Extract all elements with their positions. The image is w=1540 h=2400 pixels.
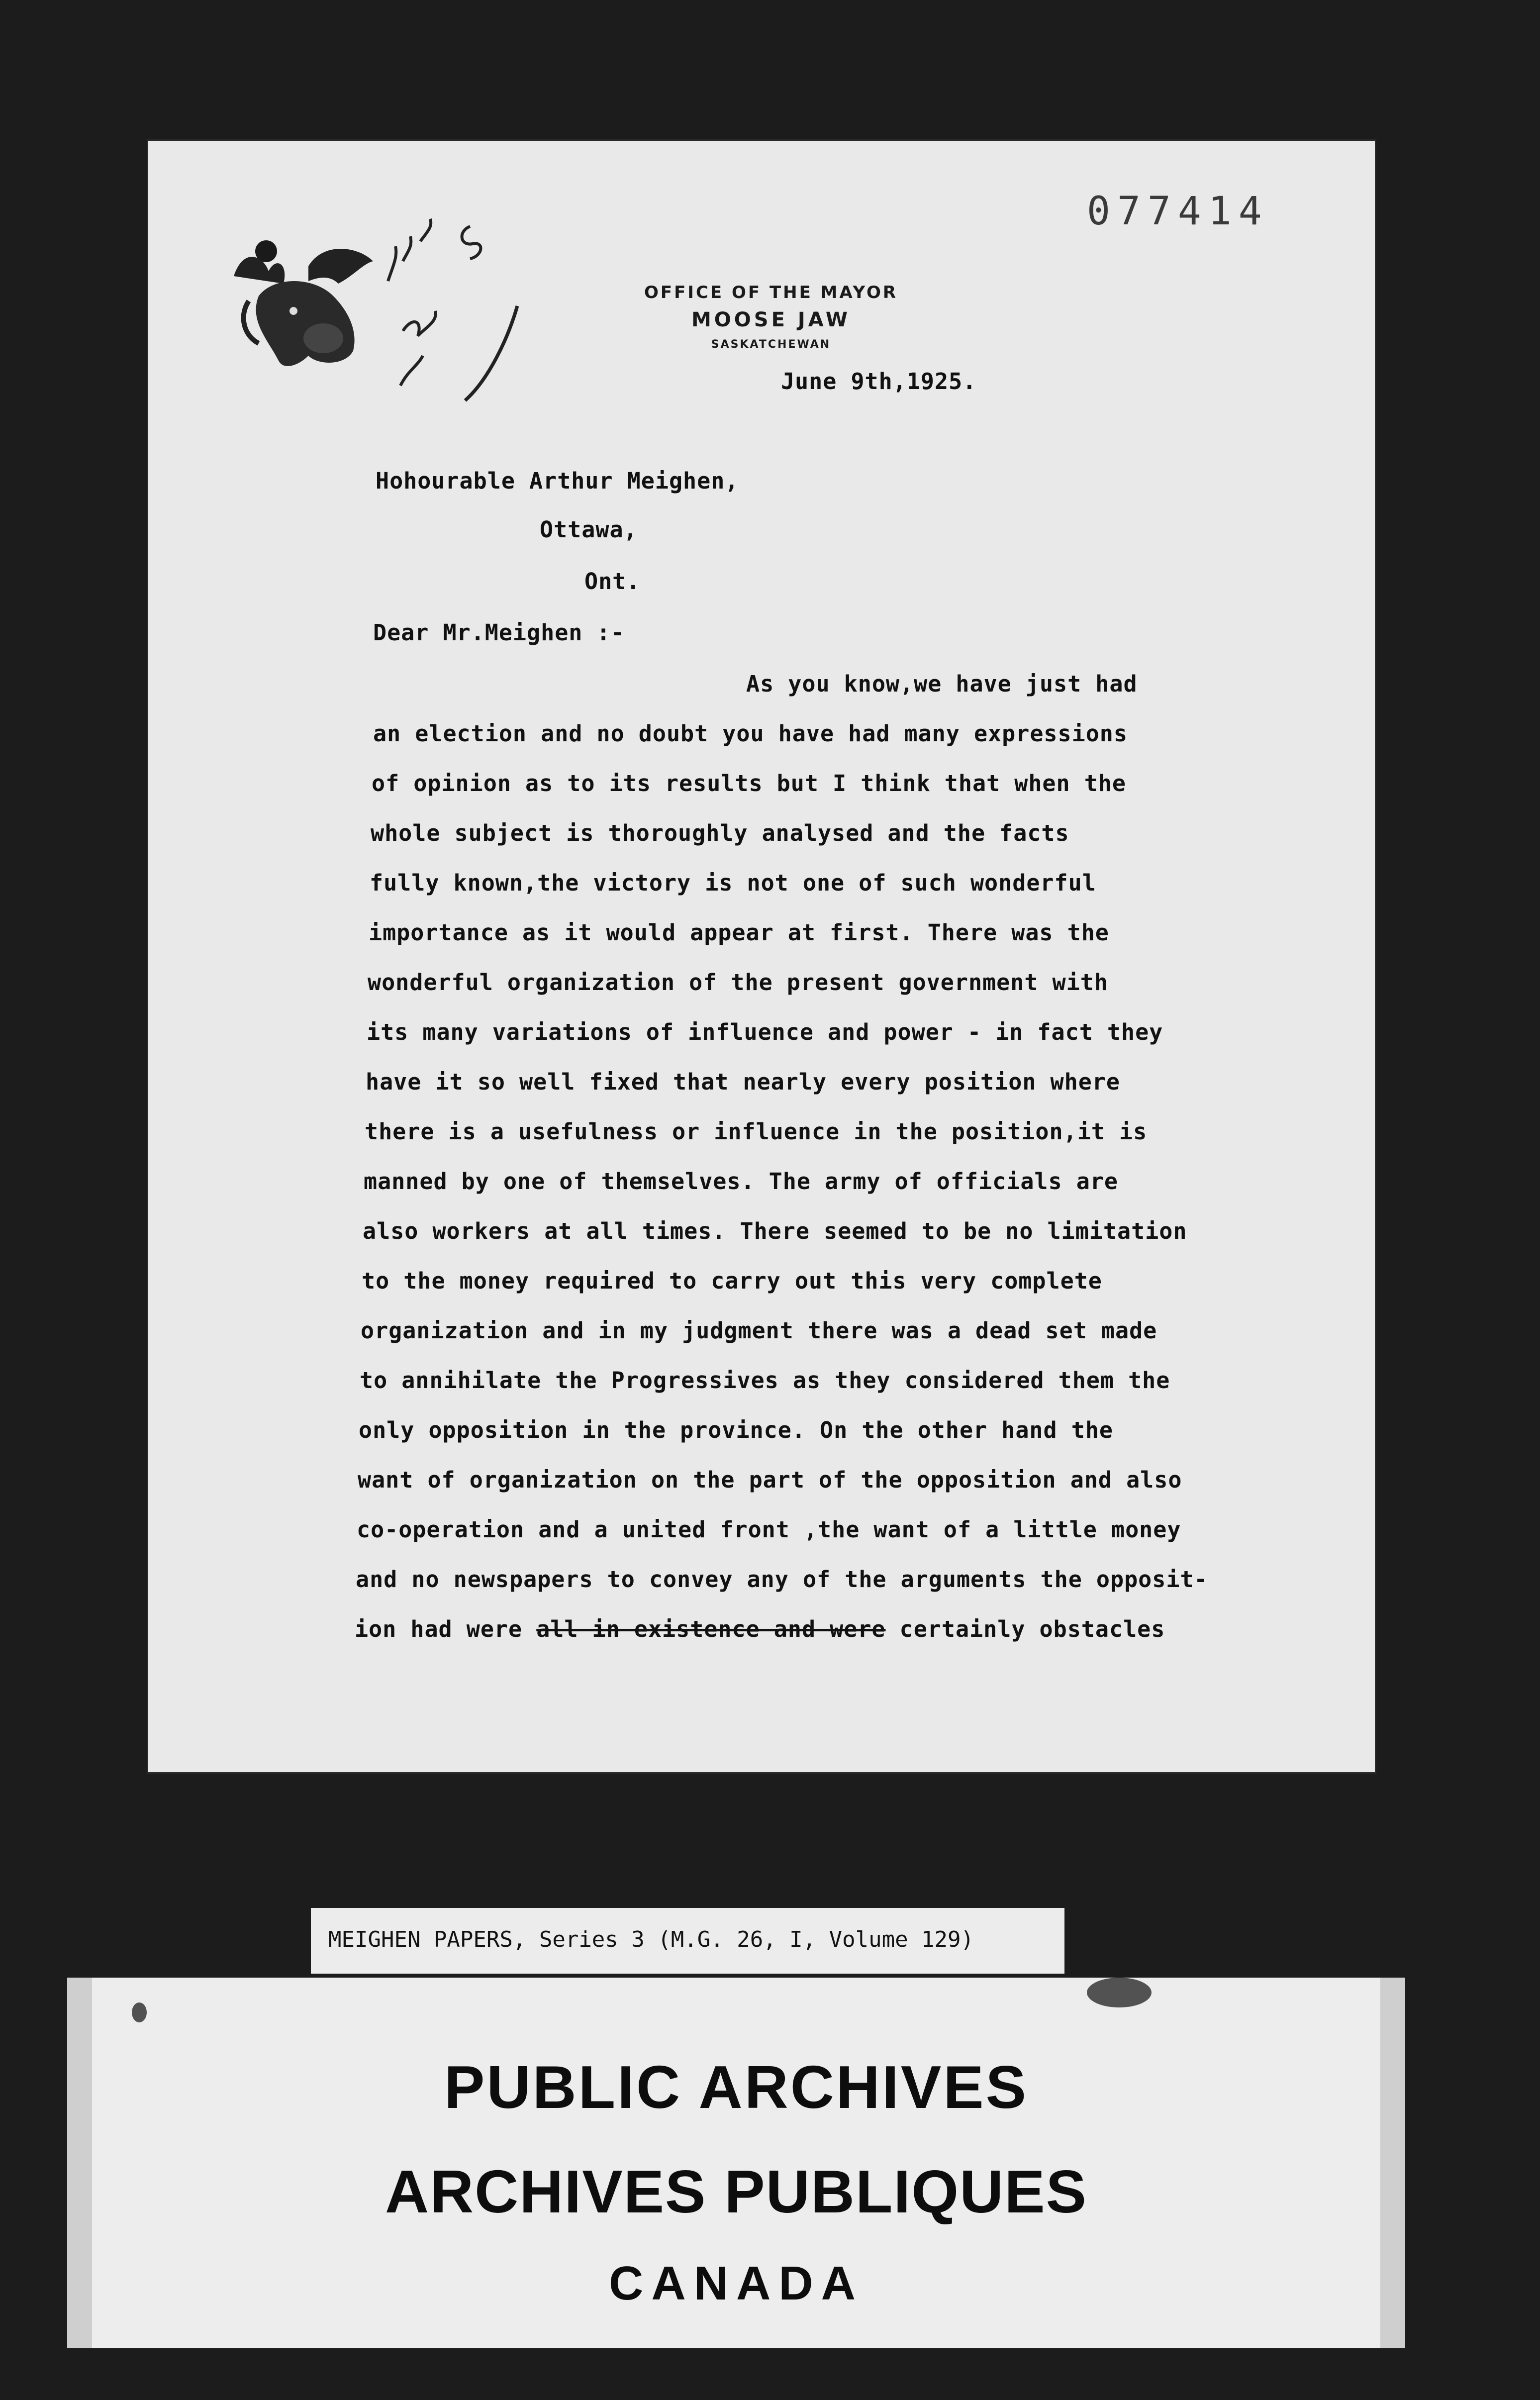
handwritten-annotation — [373, 192, 522, 410]
letter-date: June 9th,1925. — [781, 368, 977, 395]
archives-card — [67, 1978, 1405, 2348]
body-line: As you know,we have just had — [746, 671, 1138, 697]
smudge-mark — [132, 2002, 147, 2022]
body-line: an election and no doubt you have had many expressions — [373, 720, 1128, 747]
address-line-3: Ont. — [584, 568, 641, 595]
letterhead-province: SASKATCHEWAN — [711, 338, 831, 351]
address-line-1: Hohourable Arthur Meighen, — [376, 468, 739, 494]
body-line: there is a usefulness or influence in the position,it is — [365, 1118, 1148, 1145]
body-line: also workers at all times. There seemed to be no limitation — [363, 1218, 1187, 1244]
body-line: organization and in my judgment there was a dead set made — [361, 1317, 1157, 1344]
archives-publiques-title: ARCHIVES PUBLIQUES — [385, 2158, 1088, 2225]
body-line: to annihilate the Progressives as they considered them the — [360, 1367, 1170, 1394]
salutation: Dear Mr.Meighen :- — [373, 619, 625, 646]
body-line: co-operation and a united front ,the want of a little money — [357, 1516, 1181, 1543]
body-line-start: ion had were — [355, 1616, 523, 1642]
smudge-mark — [1087, 1978, 1152, 2007]
body-line: wonderful organization of the present government with — [368, 969, 1108, 996]
body-line: only opposition in the province. On the other hand the — [359, 1417, 1113, 1443]
body-line: fully known,the victory is not one of such wonderful — [370, 870, 1096, 896]
body-line: want of organization on the part of the opposition and also — [358, 1467, 1182, 1493]
public-archives-title: PUBLIC ARCHIVES — [444, 2053, 1028, 2121]
moose-head-logo — [229, 236, 378, 386]
body-line: importance as it would appear at first. There was the — [369, 919, 1109, 946]
body-line: of opinion as to its results but I think that when the — [372, 770, 1126, 797]
letter-page — [147, 139, 1376, 1774]
body-line: and no newspapers to convey any of the arguments the opposit- — [356, 1566, 1208, 1593]
reference-number: 077414 — [1087, 189, 1269, 234]
address-line-2: Ottawa, — [540, 516, 638, 543]
series-label — [311, 1908, 1064, 1974]
body-line: whole subject is thoroughly analysed and the facts — [371, 820, 1069, 846]
struck-text: all in existence and were — [536, 1616, 886, 1642]
body-line: have it so well fixed that nearly every position where — [366, 1069, 1120, 1095]
body-line: to the money required to carry out this very complete — [362, 1268, 1102, 1294]
body-line: its many variations of influence and power - in fact they — [367, 1019, 1163, 1045]
series-text: MEIGHEN PAPERS, Series 3 (M.G. 26, I, Volume 129) — [328, 1927, 974, 1952]
body-line: manned by one of themselves. The army of officials are — [364, 1168, 1118, 1195]
letterhead-office: OFFICE OF THE MAYOR — [644, 283, 898, 302]
letterhead-city: MOOSE JAW — [691, 308, 851, 331]
body-line-end: certainly obstacles — [899, 1616, 1165, 1642]
canada-title: CANADA — [609, 2257, 864, 2310]
body-line-last — [355, 1616, 1165, 1642]
